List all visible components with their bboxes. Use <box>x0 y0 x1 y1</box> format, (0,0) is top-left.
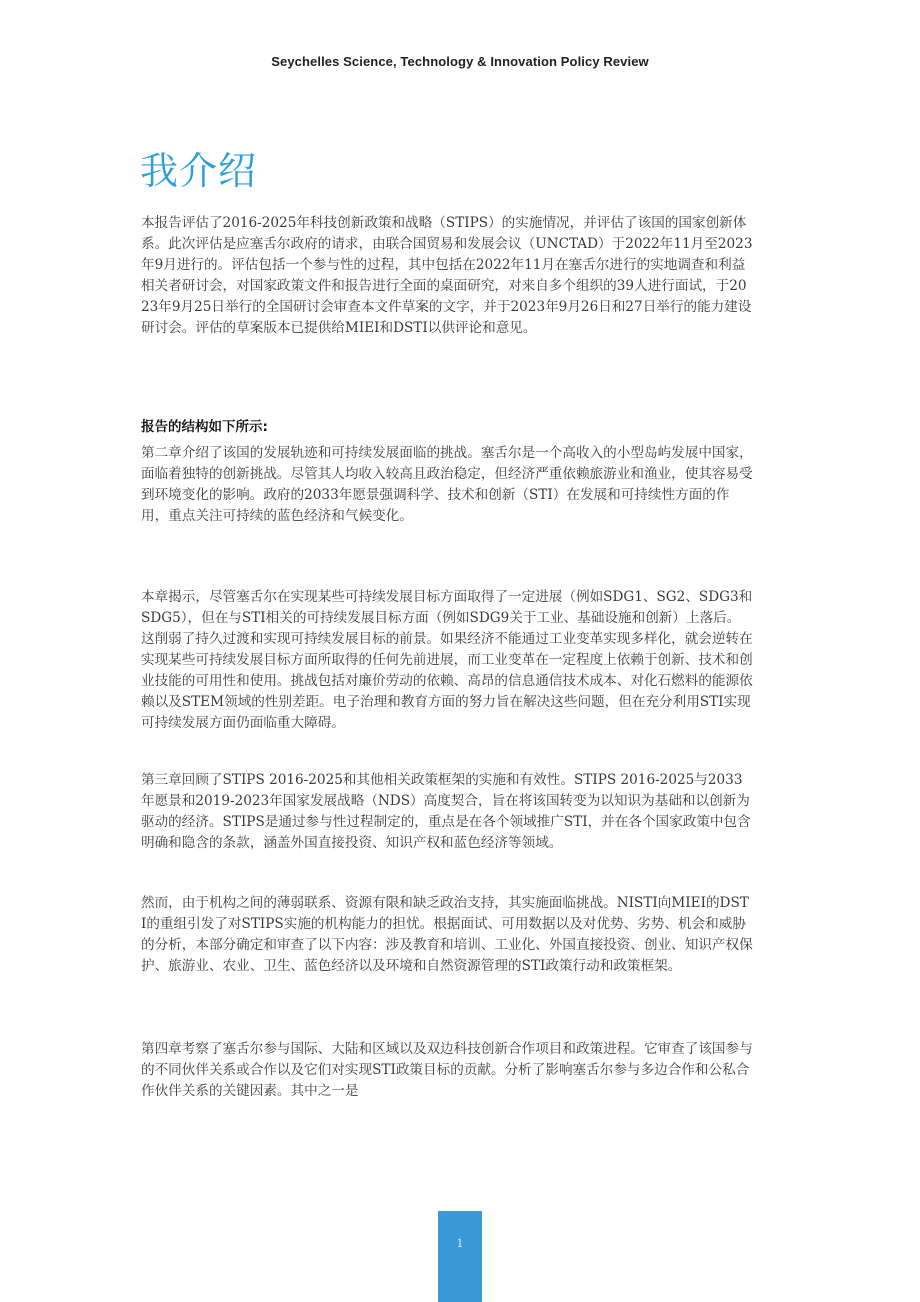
intro-paragraph: 本报告评估了2016-2025年科技创新政策和战略（STIPS）的实施情况，并评估了该国的国家创新体系。此次评估是应塞舌尔政府的请求，由联合国贸易和发展会议（UNCTAD）于2022年11月至2023年9月进行的。评估包括一个参与性的过程，其中包括在2022年11月在塞舌尔进行的实地调查和利益相关者研讨会，对国家政策文件和报告进行全面的桌面研究，对来自多个组织的39人进行面试，于2023年9月25日举行的全国研讨会审查本文件草案的文字，并于2023年9月26日和27日举行的能力建设研讨会。评估的草案版本已提供给MIEI和DSTI以供评论和意见。 <box>141 215 753 336</box>
paragraph-sdg-progress: 本章揭示，尽管塞舌尔在实现某些可持续发展目标方面取得了一定进展（例如SDG1、SG2、SDG3和SDG5），但在与STI相关的可持续发展目标方面（例如SDG9关于工业、基础设施和创新）上落后。这削弱了持久过渡和实现可持续发展目标的前景。如果经济不能通过工业变革实现多样化，就会逆转在实现某些可持续发展目标方面所取得的任何先前进展，而工业变革在一定程度上依赖于创新、技术和创业技能的可用性和使用。挑战包括对廉价劳动的依赖、高昂的信息通信技术成本、对化石燃料的能源依赖以及STEM领域的性别差距。电子治理和教育方面的努力旨在解决这些问题，但在充分利用STI实现可持续发展方面仍面临重大障碍。 <box>141 589 753 731</box>
page-number: 1 <box>456 1237 464 1250</box>
section-heading: 报告的结构如下所示: <box>141 419 268 435</box>
running-header: Seychelles Science, Technology & Innovation Policy Review <box>271 54 649 69</box>
chapter-title: 我介绍 <box>140 149 258 193</box>
paragraph-chapter-four: 第四章考察了塞舌尔参与国际、大陆和区域以及双边科技创新合作项目和政策进程。它审查了该国参与的不同伙伴关系或合作以及它们对实现STI政策目标的贡献。分析了影响塞舌尔参与多边合作和公私合作伙伴关系的关键因素。其中之一是 <box>141 1041 753 1099</box>
paragraph-chapter-three: 第三章回顾了STIPS 2016-2025和其他相关政策框架的实施和有效性。STIPS 2016-2025与2033年愿景和2019-2023年国家发展战略（NDS）高度契合，旨在将该国转变为以知识为基础和以创新为驱动的经济。STIPS是通过参与性过程制定的，重点是在各个领域推广STI，并在各个国家政策中包含明确和隐含的条款，涵盖外国直接投资、知识产权和蓝色经济等领域。 <box>141 772 751 851</box>
paragraph-chapter-two: 第二章介绍了该国的发展轨迹和可持续发展面临的挑战。塞舌尔是一个高收入的小型岛屿发展中国家，面临着独特的创新挑战。尽管其人均收入较高且政治稳定，但经济严重依赖旅游业和渔业，使其容易受到环境变化的影响。政府的2033年愿景强调科学、技术和创新（STI）在发展和可持续性方面的作用，重点关注可持续的蓝色经济和气候变化。 <box>141 445 753 524</box>
paragraph-implementation-challenges: 然而，由于机构之间的薄弱联系、资源有限和缺乏政治支持，其实施面临挑战。NISTI向MIEI的DSTI的重组引发了对STIPS实施的机构能力的担忧。根据面试、可用数据以及对优势、劣势、机会和威胁的分析，本部分确定和审查了以下内容：涉及教育和培训、工业化、外国直接投资、创业、知识产权保护、旅游业、农业、卫生、蓝色经济以及环境和自然资源管理的STI政策行动和政策框架。 <box>141 895 753 974</box>
page-number-tab <box>438 1211 482 1302</box>
